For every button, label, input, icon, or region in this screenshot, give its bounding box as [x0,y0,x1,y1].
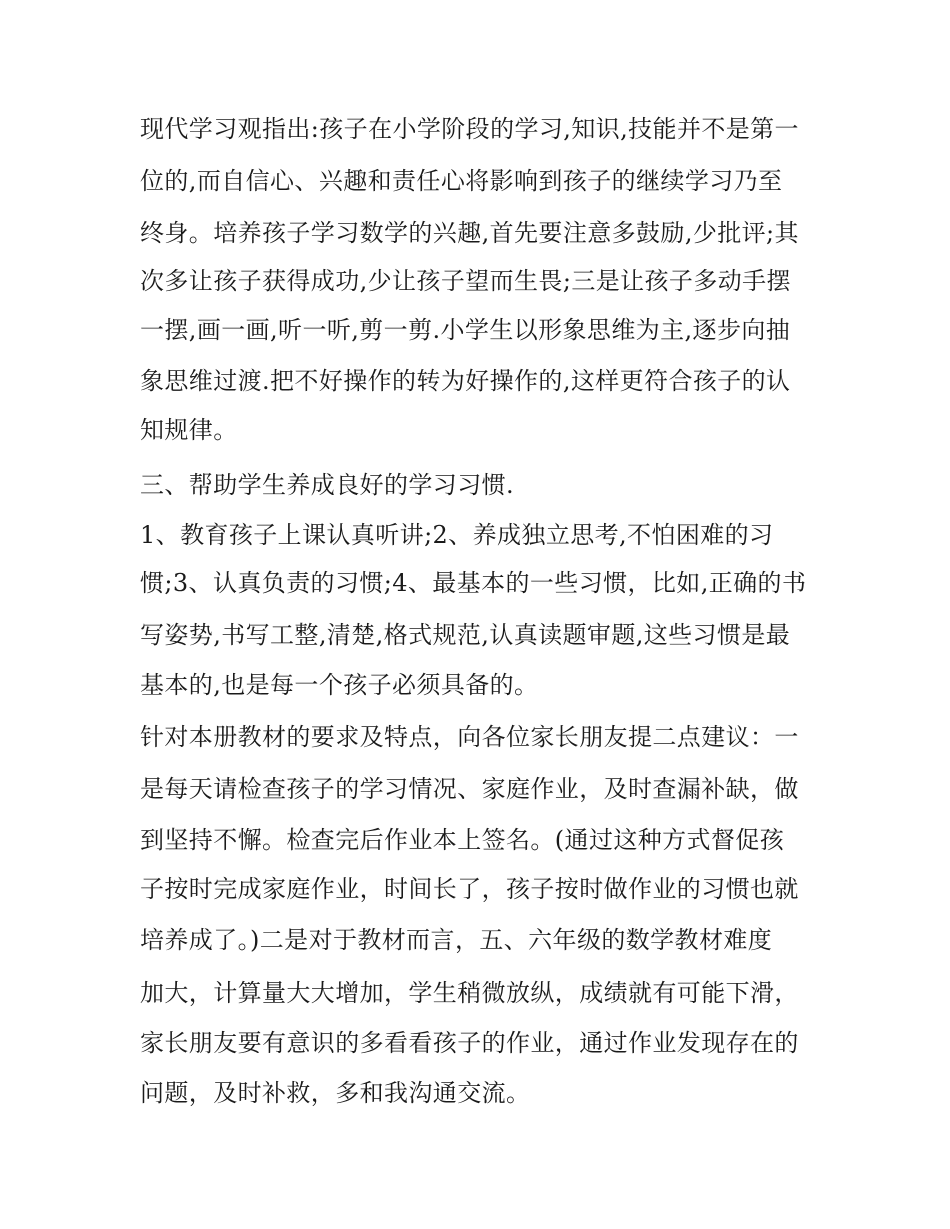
text-line: 一摆,画一画,听一听,剪一剪.小学生以形象思维为主,逐步向抽 [140,316,791,344]
text-line: 次多让孩子获得成功,少让孩子望而生畏;三是让孩子多动手摆 [140,267,791,295]
text-line: 终身。培养孩子学习数学的兴趣,首先要注意多鼓励,少批评;其 [140,219,799,247]
text-line: 家长朋友要有意识的多看看孩子的作业，通过作业发现存在的 [140,1029,799,1057]
section-heading: 三、帮助学生养成良好的学习习惯. [140,471,515,499]
text-line: 基本的,也是每一个孩子必须具备的。 [140,671,539,699]
text-line: 到坚持不懈。检查完后作业本上签名。(通过这种方式督促孩 [140,826,785,854]
text-line: 问题，及时补救，多和我沟通交流。 [140,1079,531,1107]
text-line: 培养成了。)二是对于教材而言，五、六年级的数学教材难度 [140,926,773,954]
text-line: 惯;3、认真负责的习惯;4、最基本的一些习惯，比如,正确的书 [140,569,807,597]
text-line: 子按时完成家庭作业，时间长了，孩子按时做作业的习惯也就 [140,875,799,903]
text-line: 知规律。 [140,416,238,444]
text-line: 针对本册教材的要求及特点，向各位家长朋友提二点建议：一 [140,723,799,751]
text-line: 加大，计算量大大增加，学生稍微放纵，成绩就有可能下滑， [140,979,799,1007]
text-line: 写姿势,书写工整,清楚,格式规范,认真读题审题,这些习惯是最 [140,621,791,649]
text-line: 1、教育孩子上课认真听讲;2、养成独立思考,不怕困难的习 [140,521,774,549]
text-line: 位的,而自信心、兴趣和责任心将影响到孩子的继续学习乃至 [140,167,783,195]
text-line: 是每天请检查孩子的学习情况、家庭作业，及时查漏补缺，做 [140,775,799,803]
text-line: 象思维过渡.把不好操作的转为好操作的,这样更符合孩子的认 [140,367,791,395]
text-line: 现代学习观指出:孩子在小学阶段的学习,知识,技能并不是第一 [140,115,799,143]
